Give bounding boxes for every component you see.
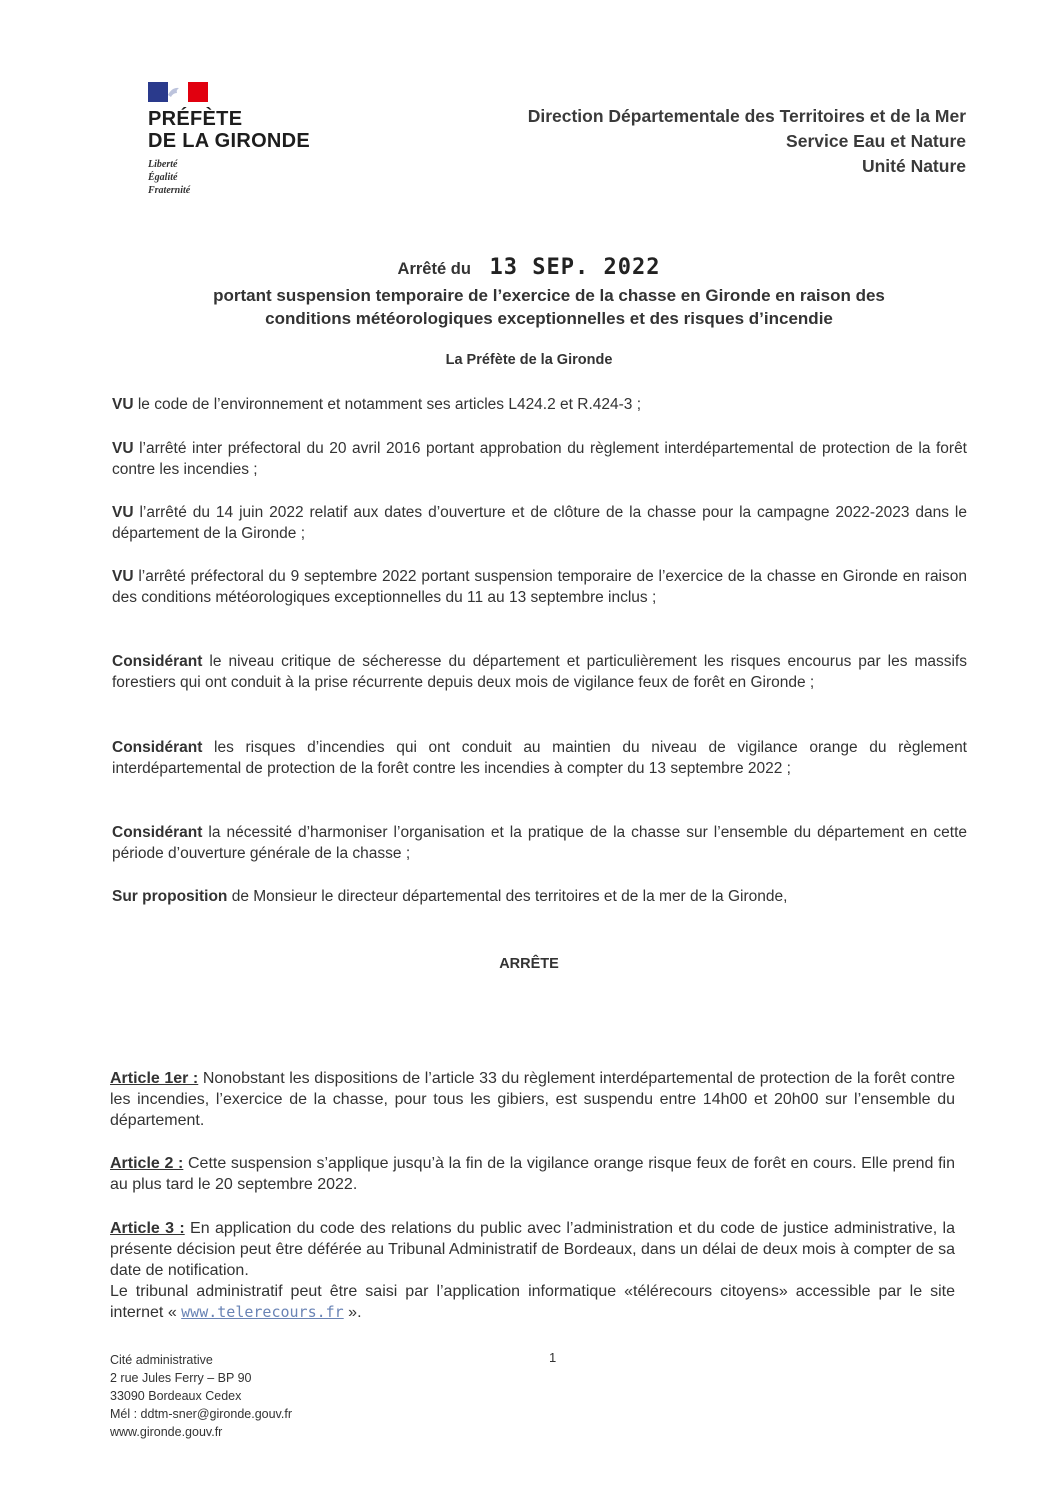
- visa-text: l’arrêté préfectoral du 9 septembre 2022 portant suspension temporaire de l’exercice de la chasse en Gironde en raison des conditions météorologiques exceptionnelles du 11 au 13 septembre inclus ;: [112, 568, 967, 606]
- arrete-subject: [120, 284, 978, 330]
- visa-text: l’arrêté du 14 juin 2022 relatif aux dates d’ouverture et de clôture de la chasse pour la campagne 2022-2023 dans le département de la Gironde ;: [112, 504, 967, 542]
- page-number: 1: [549, 1350, 557, 1365]
- footer-line: Cité administrative: [110, 1353, 213, 1367]
- motto-liberte: Liberté: [148, 159, 178, 170]
- visa-paragraph: [112, 394, 967, 415]
- prefecture-name: [148, 108, 348, 152]
- service-header: [528, 104, 966, 179]
- considerant-paragraph: [112, 651, 967, 693]
- footer-line: 2 rue Jules Ferry – BP 90: [110, 1371, 252, 1385]
- considerant-keyword: Considérant: [112, 653, 203, 670]
- considerant-text: la nécessité d’harmoniser l’organisation et la pratique de la chasse sur l’ensemble du département en cette période d’ouverture générale de la chasse ;: [112, 824, 967, 862]
- footer-address: [110, 1351, 292, 1441]
- subject-line-2: conditions météorologiques exceptionnelles et des risques d’incendie: [265, 309, 833, 328]
- prefecture-logo: [148, 82, 348, 197]
- considerant-text: les risques d’incendies qui ont conduit au maintien du niveau de vigilance orange du règlement interdépartemental de protection de la forêt contre les incendies à compter du 13 septembre 2022 ;: [112, 739, 967, 777]
- service-unit: Unité Nature: [861, 156, 966, 176]
- article-text-continued: Le tribunal administratif peut être saisi par l’application informatique «télérecours citoyens» accessible par le site internet «: [110, 1283, 955, 1321]
- motto-egalite: Égalité: [148, 172, 178, 183]
- authority-line: La Préfète de la Gironde: [445, 352, 613, 368]
- footer-email: Mél : ddtm-sner@gironde.gouv.fr: [110, 1407, 292, 1421]
- article-label: Article 1er :: [110, 1070, 199, 1087]
- decision-heading: ARRÊTE: [499, 956, 559, 972]
- proposition-paragraph: [112, 886, 967, 907]
- visa-text: le code de l’environnement et notamment ses articles L424.2 et R.424-3 ;: [133, 396, 642, 413]
- considerant-text: le niveau critique de sécheresse du département et particulièrement les risques encourus par les massifs forestiers qui ont conduit à la prise récurrente depuis deux mois de vigilance feux de forêt en Gironde ;: [112, 653, 967, 691]
- logo-line-2: DE LA GIRONDE: [148, 130, 311, 152]
- telerecours-link[interactable]: www.telerecours.fr: [181, 1303, 344, 1321]
- proposition-text: de Monsieur le directeur départemental des territoires et de la mer de la Gironde,: [227, 888, 788, 905]
- article-text: En application du code des relations du public avec l’administration et du code de justice administrative, la présente décision peut être déférée au Tribunal Administratif de Bordeaux, dans un délai de deux mois à compter de sa date de notification.: [110, 1220, 955, 1279]
- article-label: Article 3 :: [110, 1220, 185, 1237]
- considerant-paragraph: [112, 737, 967, 779]
- visa-keyword: VU: [112, 396, 134, 413]
- visa-paragraph: [112, 566, 967, 608]
- date-stamp: 13 SEP. 2022: [489, 255, 661, 280]
- article-label: Article 2 :: [110, 1155, 184, 1172]
- arrete-date-line: [0, 255, 1058, 280]
- proposition-keyword: Sur proposition: [112, 888, 228, 905]
- visa-paragraph: [112, 502, 967, 544]
- visa-text: l’arrêté inter préfectoral du 20 avril 2016 portant approbation du règlement interdépartemental de protection de la forêt contre les incendies ;: [112, 440, 967, 478]
- logo-line-1: PRÉFÈTE: [148, 108, 243, 130]
- service-name: Service Eau et Nature: [786, 131, 966, 151]
- considerant-keyword: Considérant: [112, 739, 203, 756]
- visa-keyword: VU: [112, 568, 134, 585]
- motto-fraternite: Fraternité: [148, 185, 191, 196]
- republic-motto: [148, 158, 348, 197]
- french-flag-icon: [148, 82, 208, 102]
- article-1: [110, 1068, 955, 1131]
- article-text: Nonobstant les dispositions de l’article 33 du règlement interdépartemental de protection de la forêt contre les incendies, l’exercice de la chasse, pour tous les gibiers, est suspendu entre 14h00 et 20h00 sur l’ensemble du département.: [110, 1070, 956, 1129]
- visa-keyword: VU: [112, 504, 134, 521]
- article-text-end: ».: [343, 1304, 362, 1321]
- arrete-label: Arrêté du: [397, 260, 471, 278]
- subject-line-1: portant suspension temporaire de l’exercice de la chasse en Gironde en raison des: [213, 286, 885, 305]
- marianne-profile-icon: [166, 85, 184, 99]
- article-2: [110, 1153, 955, 1195]
- service-direction: Direction Départementale des Territoires et de la Mer: [527, 106, 966, 126]
- visa-paragraph: [112, 438, 967, 480]
- article-3: [110, 1218, 955, 1323]
- considerant-keyword: Considérant: [112, 824, 203, 841]
- footer-line: 33090 Bordeaux Cedex: [110, 1389, 242, 1403]
- footer-website: www.gironde.gouv.fr: [110, 1425, 223, 1439]
- considerant-paragraph: [112, 822, 967, 864]
- visa-keyword: VU: [112, 440, 134, 457]
- article-text: Cette suspension s’applique jusqu’à la fin de la vigilance orange risque feux de forêt en cours. Elle prend fin au plus tard le 20 septembre 2022.: [110, 1155, 955, 1193]
